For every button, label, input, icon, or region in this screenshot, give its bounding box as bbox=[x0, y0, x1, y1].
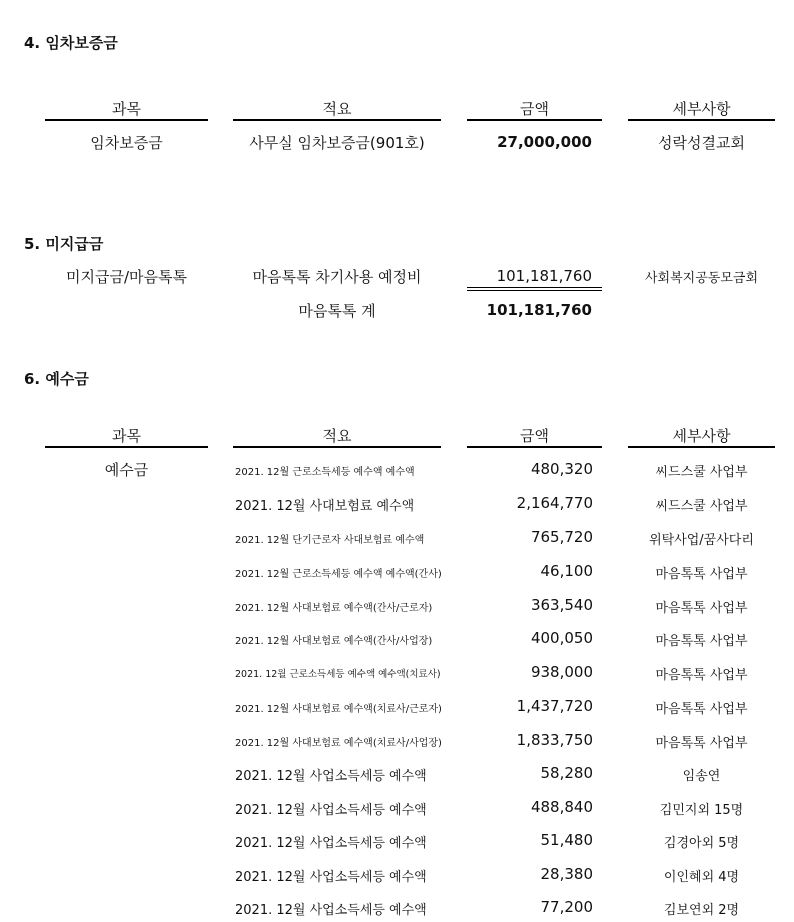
table-row-amount: 2,164,770 bbox=[516, 494, 593, 512]
table-row-detail: 마음톡톡 사업부 bbox=[655, 702, 748, 717]
payable-total-amount: 101,181,760 bbox=[486, 301, 592, 319]
payable-description: 마음톡톡 차기사용 예정비 bbox=[252, 268, 422, 286]
table-row-amount: 765,720 bbox=[530, 528, 593, 546]
table-row-description: 2021. 12월 사대보험료 예수액(간사/사업장) bbox=[235, 636, 433, 647]
header-detail: 세부사항 bbox=[672, 100, 731, 118]
table-row-description: 2021. 12월 근로소득세등 예수액 예수액 bbox=[235, 467, 415, 478]
table-row-description: 2021. 12월 근로소득세등 예수액 예수액(간사) bbox=[235, 569, 442, 580]
table-row-detail: 이인혜외 4명 bbox=[663, 870, 740, 885]
table-row-detail: 임송연 bbox=[682, 769, 721, 784]
table-row-amount: 938,000 bbox=[530, 663, 593, 681]
header-description: 적요 bbox=[322, 427, 352, 445]
table-row-detail: 마음톡톡 사업부 bbox=[655, 567, 748, 582]
total-double-rule bbox=[467, 287, 602, 288]
header-detail: 세부사항 bbox=[672, 427, 731, 445]
table-row-amount: 480,320 bbox=[530, 460, 593, 478]
total-double-rule bbox=[467, 290, 602, 291]
header-amount: 금액 bbox=[520, 427, 549, 445]
table-row-detail: 김보연외 2명 bbox=[663, 903, 740, 918]
header-subject: 과목 bbox=[112, 427, 141, 445]
table-row-detail: 위탁사업/꿈사다리 bbox=[649, 533, 754, 548]
payable-total-label: 마음톡톡 계 bbox=[298, 302, 376, 320]
deposit-subject: 임차보증금 bbox=[90, 134, 163, 152]
table-row-amount: 58,280 bbox=[540, 764, 593, 782]
header-amount: 금액 bbox=[520, 100, 549, 118]
table-row-amount: 51,480 bbox=[540, 831, 593, 849]
table-row-amount: 28,380 bbox=[540, 865, 593, 883]
table-row-amount: 488,840 bbox=[530, 798, 593, 816]
table-row-description: 2021. 12월 사대보험료 예수액(간사/근로자) bbox=[235, 603, 433, 614]
header-rule bbox=[467, 446, 602, 448]
section-title-payables: 5. 미지급금 bbox=[24, 235, 104, 253]
payable-amount: 101,181,760 bbox=[496, 267, 592, 285]
deposit-description: 사무실 임차보증금(901호) bbox=[249, 134, 425, 152]
header-rule bbox=[628, 119, 775, 121]
table-row-detail: 마음톡톡 사업부 bbox=[655, 668, 748, 683]
withholding-subject: 예수금 bbox=[104, 461, 149, 479]
table-row-amount: 400,050 bbox=[530, 629, 593, 647]
table-row-description: 2021. 12월 사대보험료 예수액(치료사/사업장) bbox=[235, 738, 442, 749]
table-row-amount: 363,540 bbox=[530, 596, 593, 614]
deposit-amount: 27,000,000 bbox=[497, 133, 592, 151]
table-row-amount: 77,200 bbox=[540, 898, 593, 916]
table-row-description: 2021. 12월 사업소득세등 예수액 bbox=[235, 903, 427, 918]
header-rule bbox=[233, 119, 441, 121]
table-row-detail: 김민지외 15명 bbox=[659, 803, 744, 818]
table-row-detail: 김경아외 5명 bbox=[663, 836, 740, 851]
section-title-deposit: 4. 임차보증금 bbox=[24, 34, 118, 52]
table-row-detail: 마음톡톡 사업부 bbox=[655, 736, 748, 751]
header-description: 적요 bbox=[322, 100, 352, 118]
payable-detail: 사회복지공동모금회 bbox=[644, 271, 759, 286]
table-row-description: 2021. 12월 사업소득세등 예수액 bbox=[235, 870, 427, 885]
table-row-description: 2021. 12월 단기근로자 사대보험료 예수액 bbox=[235, 535, 425, 546]
section-title-withholdings: 6. 예수금 bbox=[24, 370, 89, 388]
table-row-detail: 마음톡톡 사업부 bbox=[655, 601, 748, 616]
table-row-description: 2021. 12월 사업소득세등 예수액 bbox=[235, 803, 427, 818]
header-subject: 과목 bbox=[112, 100, 141, 118]
header-rule bbox=[467, 119, 602, 121]
table-row-description: 2021. 12월 사대보험료 예수액 bbox=[235, 499, 415, 514]
table-row-detail: 마음톡톡 사업부 bbox=[655, 634, 748, 649]
table-row-description: 2021. 12월 사대보험료 예수액(치료사/근로자) bbox=[235, 704, 442, 715]
table-row-amount: 46,100 bbox=[540, 562, 593, 580]
table-row-amount: 1,833,750 bbox=[516, 731, 593, 749]
header-rule bbox=[628, 446, 775, 448]
deposit-detail: 성락성결교회 bbox=[658, 134, 745, 152]
table-row-description: 2021. 12월 근로소득세등 예수액 예수액(치료사) bbox=[235, 669, 441, 680]
header-rule bbox=[45, 119, 208, 121]
table-row-description: 2021. 12월 사업소득세등 예수액 bbox=[235, 836, 427, 851]
payable-subject: 미지급금/마음톡톡 bbox=[66, 268, 187, 286]
table-row-detail: 씨드스쿨 사업부 bbox=[655, 465, 748, 480]
header-rule bbox=[45, 446, 208, 448]
table-row-amount: 1,437,720 bbox=[516, 697, 593, 715]
header-rule bbox=[233, 446, 441, 448]
table-row-description: 2021. 12월 사업소득세등 예수액 bbox=[235, 769, 427, 784]
table-row-detail: 씨드스쿨 사업부 bbox=[655, 499, 748, 514]
